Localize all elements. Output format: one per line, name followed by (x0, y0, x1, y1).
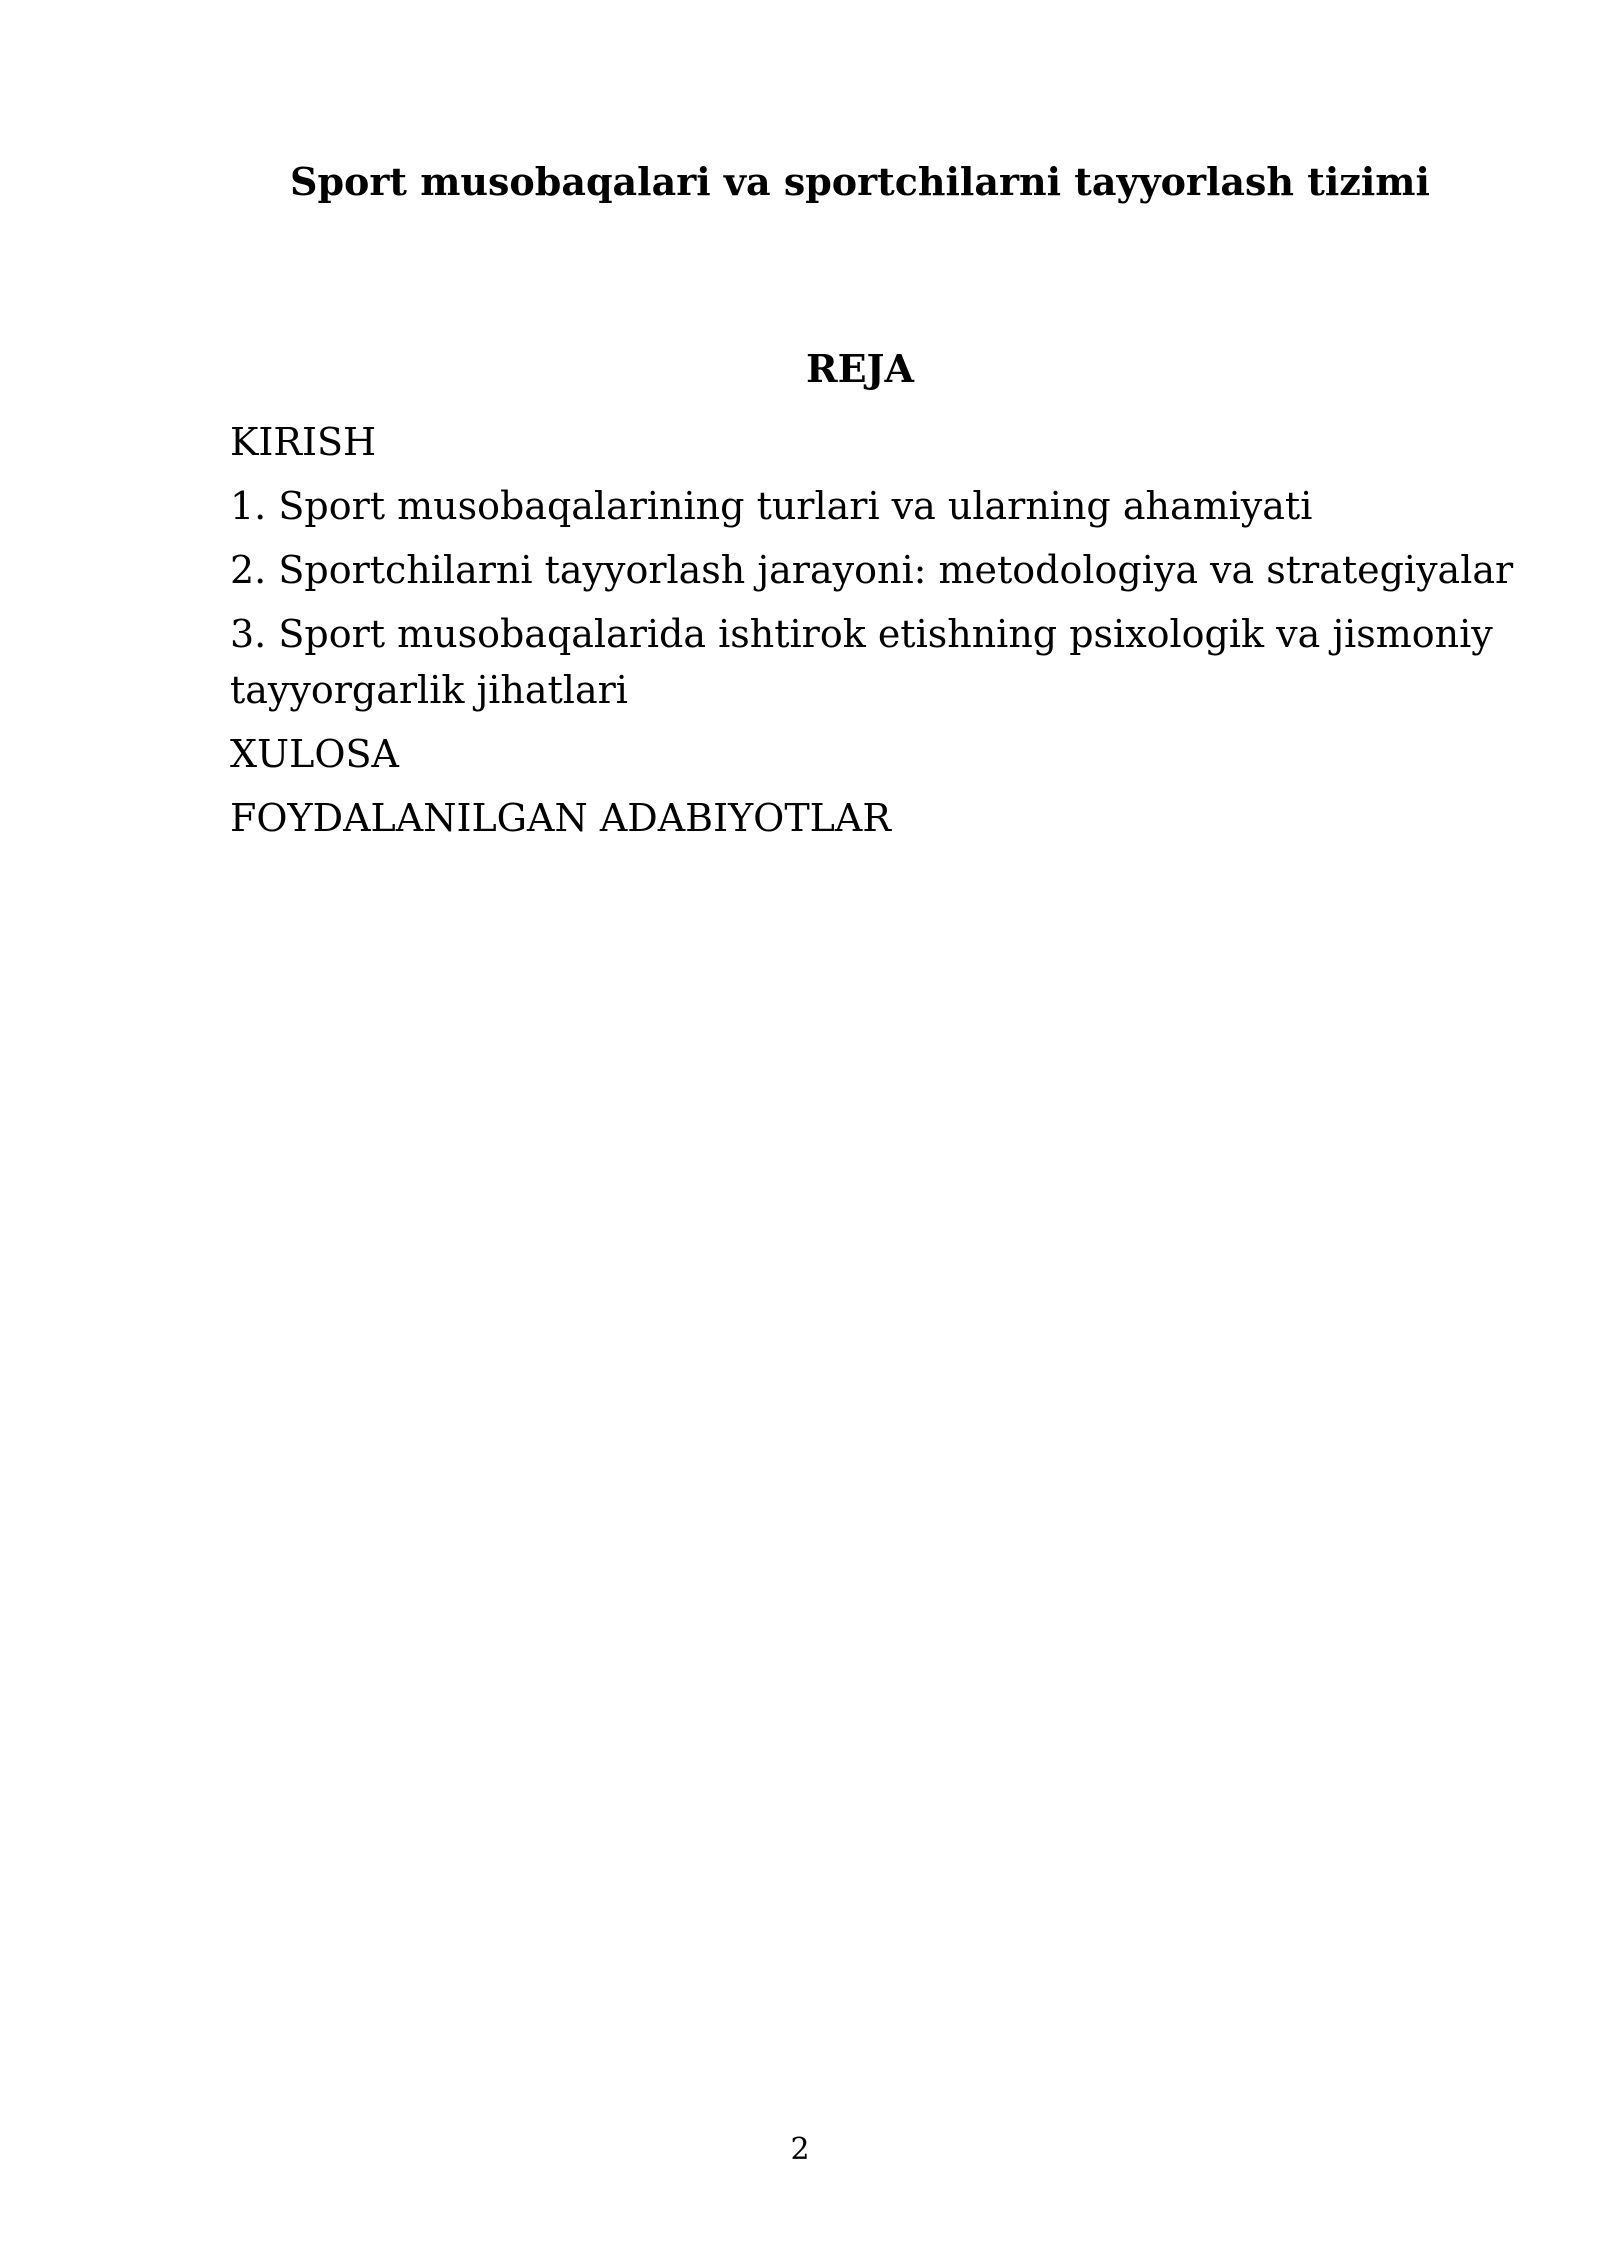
plan-heading: REJA (805, 346, 914, 391)
plan-item-introduction: KIRISH (230, 420, 377, 464)
plan-item-references: FOYDALANILGAN ADABIYOTLAR (230, 796, 891, 840)
document-title: Sport musobaqalari va sportchilarni tayyorlash tizimi (290, 159, 1430, 204)
plan-item-3: 3. Sport musobaqalarida ishtirok etishning psixologik va jismoniy tayyorgarlik jihatlari (230, 612, 1493, 712)
plan-item-conclusion: XULOSA (230, 732, 399, 776)
plan-list (230, 414, 1520, 854)
plan-item-1: 1. Sport musobaqalarining turlari va ularning ahamiyati (230, 484, 1313, 528)
plan-item-2: 2. Sportchilarni tayyorlash jarayoni: metodologiya va strategiyalar (230, 548, 1514, 592)
page-number: 2 (790, 2132, 810, 2167)
